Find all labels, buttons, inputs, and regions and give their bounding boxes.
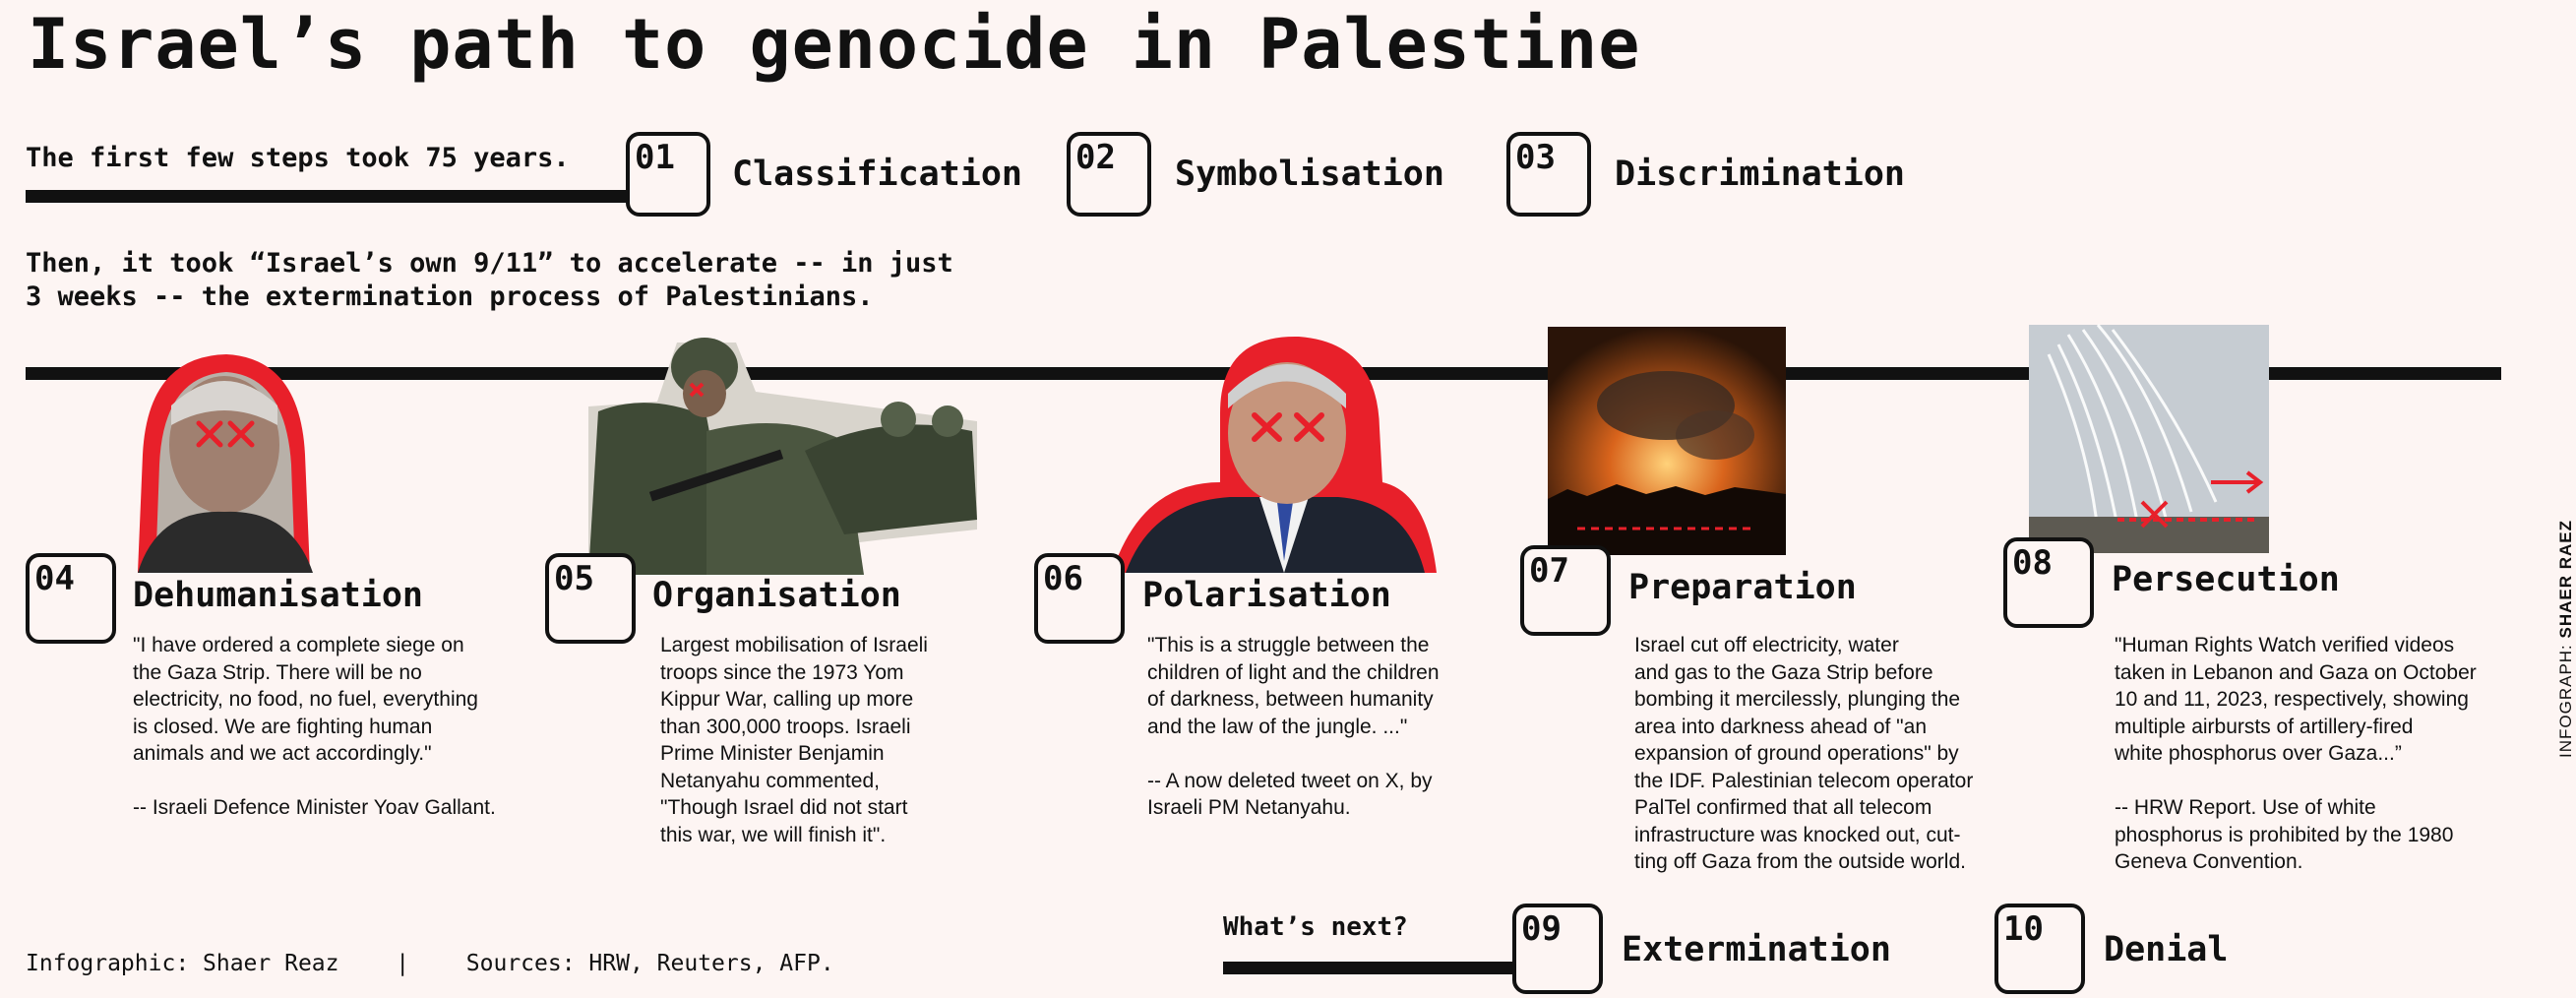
step-05-description: Largest mobilisation of Israeli troops since the 1973 Yom Kippur War, calling up more than 300,000 troops. Israeli Prime Minister Benjamin Netanyahu commented, "Though Israel did not start this war, we will finish it". bbox=[660, 634, 928, 846]
intro-acceleration-line2: 3 weeks -- the extermination process of Palestinians. bbox=[26, 281, 874, 312]
page-title: Israel’s path to genocide in Palestine bbox=[28, 4, 1641, 85]
step-02-number: 02 bbox=[1075, 138, 1116, 177]
photo-defence-minister bbox=[98, 337, 344, 573]
photo-white-phosphorus bbox=[2029, 325, 2269, 553]
step-08-description: "Human Rights Watch verified videos taken in Lebanon and Gaza on October 10 and 11, 2023, respectively, showing multiple airbursts of artillery-fired white phosphorus over Gaza...” -- HRW Report. Use of white phosphorus is prohibited by the 1980 Geneva Convention. bbox=[2115, 634, 2477, 873]
footer-credit: Infographic: Shaer Reaz bbox=[26, 951, 339, 976]
side-credit-name: SHAER RAEZ bbox=[2556, 519, 2575, 639]
side-credit-prefix: INFOGRAPH: bbox=[2556, 638, 2575, 758]
photo-prime-minister bbox=[1112, 335, 1437, 573]
step-09-number: 09 bbox=[1521, 909, 1562, 949]
step-05-box bbox=[545, 553, 636, 644]
step-05-label: Organisation bbox=[652, 576, 901, 615]
step-05-number: 05 bbox=[554, 559, 594, 598]
step-03-box bbox=[1506, 132, 1591, 217]
step-04-box bbox=[26, 553, 116, 644]
step-06-description: "This is a struggle between the children of light and the children of darkness, between humanity and the law of the jungle. ..." -- A now deleted tweet on X, by Israeli PM Netanyahu. bbox=[1147, 634, 1440, 819]
step-03-number: 03 bbox=[1515, 138, 1556, 177]
step-03-label: Discrimination bbox=[1615, 155, 1906, 194]
photo-troops bbox=[588, 323, 977, 575]
step-08-label: Persecution bbox=[2112, 560, 2340, 599]
step-09-label: Extermination bbox=[1622, 930, 1891, 969]
step-01-number: 01 bbox=[635, 138, 675, 177]
footer-separator: | bbox=[396, 951, 410, 976]
step-07-box bbox=[1520, 545, 1611, 636]
step-04-label: Dehumanisation bbox=[133, 576, 424, 615]
timeline-bar-early bbox=[26, 190, 628, 203]
step-02-box bbox=[1067, 132, 1151, 217]
whats-next-label: What’s next? bbox=[1223, 912, 1408, 942]
step-04-number: 04 bbox=[34, 559, 75, 598]
photo-bombing-gaza bbox=[1548, 327, 1786, 555]
step-06-label: Polarisation bbox=[1142, 576, 1391, 615]
step-06-number: 06 bbox=[1043, 559, 1083, 598]
side-credit bbox=[2556, 520, 2576, 758]
step-01-label: Classification bbox=[732, 155, 1023, 194]
step-10-number: 10 bbox=[2003, 909, 2044, 949]
step-08-number: 08 bbox=[2012, 543, 2053, 583]
step-07-number: 07 bbox=[1529, 551, 1569, 591]
intro-acceleration-line1: Then, it took “Israel’s own 9/11” to accelerate -- in just bbox=[26, 248, 953, 279]
footer-credits bbox=[26, 951, 834, 976]
step-10-box bbox=[1994, 904, 2085, 994]
step-09-box bbox=[1512, 904, 1603, 994]
step-01-box bbox=[626, 132, 710, 217]
step-10-label: Denial bbox=[2104, 930, 2229, 969]
step-04-description: "I have ordered a complete siege on the Gaza Strip. There will be no electricity, no food, no fuel, everything is closed. We are fighting human animals and we act accordingly." -- Israeli Defence Minister Yoav Gallant. bbox=[133, 634, 496, 819]
step-08-box bbox=[2003, 537, 2094, 628]
step-02-label: Symbolisation bbox=[1175, 155, 1444, 194]
step-07-description: Israel cut off electricity, water and gas to the Gaza Strip before bombing it mercilessly, plunging the area into darkness ahead of "an expansion of ground operations" by the IDF. Palestinian telecom operator PalTel confirmed that all telecom infrastructure was knocked out, cut- ting off Gaza from the outside world. bbox=[1634, 634, 1974, 873]
step-06-box bbox=[1034, 553, 1125, 644]
footer-sources: Sources: HRW, Reuters, AFP. bbox=[465, 951, 834, 976]
intro-first-steps: The first few steps took 75 years. bbox=[26, 143, 570, 173]
step-07-label: Preparation bbox=[1628, 568, 1857, 607]
timeline-bar-future bbox=[1223, 962, 1514, 974]
